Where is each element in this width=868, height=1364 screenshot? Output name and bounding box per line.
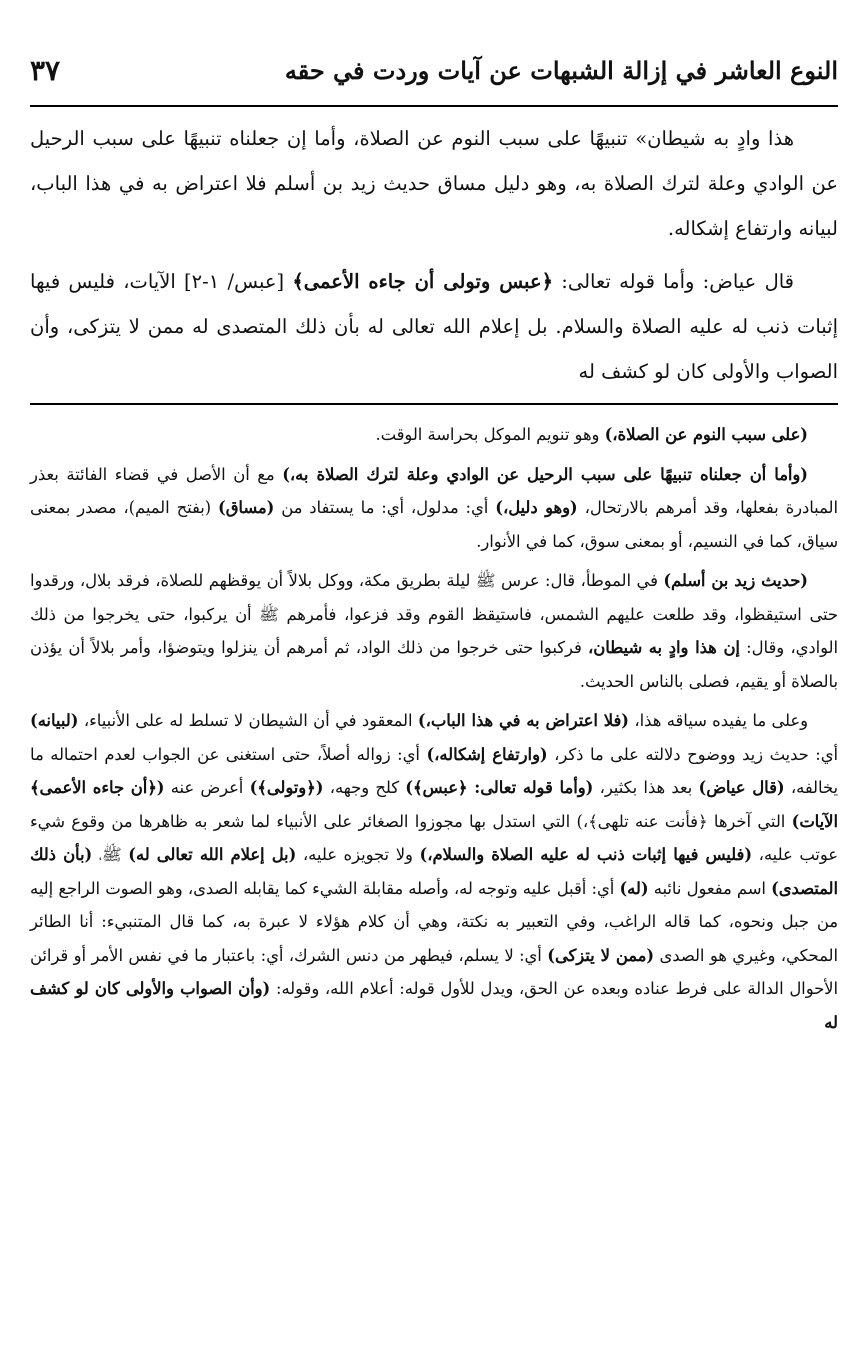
commentary-text: المعقود في أن الشيطان لا تسلط له على الأنبياء، <box>78 711 418 730</box>
commentary-paragraph <box>30 564 838 698</box>
lemma: (مساق) <box>218 498 275 517</box>
page-number: ٣٧ <box>30 54 61 87</box>
main-paragraph <box>30 116 838 251</box>
lemma: (﴿أن جاءه الأعمى﴾ الآيات) <box>30 778 838 831</box>
lemma: (وأما قوله تعالى: ﴿عبس﴾) <box>405 778 594 797</box>
commentary-text: مع أن الأصل في قضاء الفائتة بعذر المبادرة بفعلها، وقد أمرهم بالارتحال، <box>30 464 838 517</box>
main-paragraph-text: [عبس/ ١-٢] الآيات، فليس فيها إثبات ذنب له عليه الصلاة والسلام. بل إعلام الله تعالى له بأن ذلك المتصدى له ممن لا يتزكى، وأن الصواب والأولى كان لو كشف له <box>30 270 838 383</box>
lemma: (حديث زيد بن أسلم) <box>663 571 808 590</box>
commentary-text: في الموطأ، قال: عرس ﷺ ليلة بطريق مكة، ووكل بلالاً أن يوقظهم للصلاة، فرقد بلال، ورقدوا حتى استيقظوا، وقد طلعت عليهم الشمس، فاستيقظ القوم وقد فزعوا، فأمرهم ﷺ أن يركبوا، حتى يخرجوا من ذلك الوادي، وقال: <box>30 571 838 657</box>
commentary-text: ولا تجويزه عليه، <box>296 845 420 864</box>
lemma: (بأن ذلك المتصدى) <box>30 845 838 898</box>
chapter-title: النوع العاشر في إزالة الشبهات عن آيات وردت في حقه <box>284 56 838 85</box>
lemma: (﴿وتولى﴾) <box>249 778 324 797</box>
commentary-text: أعرض عنه <box>164 778 250 797</box>
lemma: (بل إعلام الله تعالى له) <box>128 845 297 864</box>
commentary-text: وعلى ما يفيده سياقه هذا، <box>628 711 808 730</box>
commentary <box>30 418 838 1039</box>
lemma: (فلا اعتراض به في هذا الباب،) <box>417 711 629 730</box>
commentary-text: أي: حديث زيد ووضوح دلالته على ما ذكر، <box>547 744 838 764</box>
commentary-paragraph <box>30 458 838 559</box>
main-paragraph-text: هذا وادٍ به شيطان» تنبيهًا على سبب النوم عن الصلاة، وأما إن جعلناه تنبيهًا على سبب الرحيل عن الوادي وعلة لترك الصلاة به، وهو دليل مساق حديث زيد بن أسلم فلا اعتراض به في هذا الباب، لبيانه وارتفاع إشكاله. <box>30 127 838 240</box>
quran-verse: ﴿عبس وتولى أن جاءه الأعمى﴾ <box>292 270 554 293</box>
commentary-text: التي آخرها ﴿فأنت عنه تلهى﴾،) التي استدل بها مجوزوا الصغائر على الأنبياء لما شعر به ظاهرها من وقوع شيء عوتب عليه، <box>30 811 838 864</box>
commentary-separator <box>30 403 838 405</box>
lemma: (له) <box>619 878 649 898</box>
commentary-paragraph <box>30 418 838 452</box>
lemma: (لبيانه) <box>30 711 79 730</box>
commentary-text: بعد هذا بكثير، <box>593 778 699 797</box>
running-header <box>30 50 838 102</box>
main-paragraph-text: قال عياض: وأما قوله تعالى: <box>553 270 794 293</box>
main-text <box>30 116 838 394</box>
lemma: (وهو دليل،) <box>495 498 578 517</box>
lemma: (وأما أن جعلناه تنبيهًا على سبب الرحيل عن الوادي وعلة لترك الصلاة به،) <box>282 464 808 484</box>
lemma: (فليس فيها إثبات ذنب له عليه الصلاة والسلام،) <box>419 845 753 864</box>
commentary-text: أي: زواله أصلاً، حتى استغنى عن الجواب لعدم احتماله ما يخالفه، <box>30 744 839 797</box>
commentary-text: وهو تنويم الموكل بحراسة الوقت. <box>375 425 605 444</box>
main-paragraph <box>30 259 838 394</box>
commentary-text: أي: مدلول، أي: ما يستفاد من <box>274 498 496 517</box>
lemma: (على سبب النوم عن الصلاة،) <box>604 425 808 444</box>
lemma: (قال عياض) <box>698 778 785 797</box>
commentary-text: (بفتح الميم)، مصدر بمعنى سياق، كما في النسيم، أو بمعنى سوق، كما في الأنوار. <box>30 498 838 551</box>
commentary-text: اسم مفعول نائبه <box>648 878 772 898</box>
lemma: (وأن الصواب والأولى كان لو كشف له <box>30 979 838 1032</box>
lemma: إن هذا وادٍ به شيطان، <box>588 638 740 657</box>
commentary-text: كلح وجهه، <box>323 778 406 797</box>
header-rule <box>30 105 838 107</box>
commentary-paragraph <box>30 704 838 1039</box>
commentary-text: فركبوا حتى خرجوا من ذلك الواد، ثم أمرهم أن ينزلوا ويتوضؤا، وأمر بلالاً أن يؤذن بالصلاة أو يقيم، فصلى بالناس الحديث. <box>30 638 838 691</box>
lemma: (وارتفاع إشكاله،) <box>426 744 548 764</box>
commentary-text: ﷺ، <box>92 845 129 864</box>
commentary-text: أي: أقبل عليه وتوجه له، وأصله مقابلة الشيء كما يقابله الصدى، وهو الصوت الراجع إليه من جبل ونحوه، كما قاله الراغب، وفي التعبير به نكتة، وهي أن كلام هؤلاء لا عبرة به، كما قال المتنبيء: أنا الطائر المحكي، وغيري هو الصدى <box>30 878 838 965</box>
lemma: (ممن لا يتزكى) <box>547 945 655 965</box>
commentary-text: أي: لا يسلم، فيطهر من دنس الشرك، أي: باعتبار ما في نفس الأمر أو قرائن الأحوال الدالة على فرط عناده وبعده عن الحق، ويدل للأول قوله: أعلام الله، وقوله: <box>30 945 838 998</box>
